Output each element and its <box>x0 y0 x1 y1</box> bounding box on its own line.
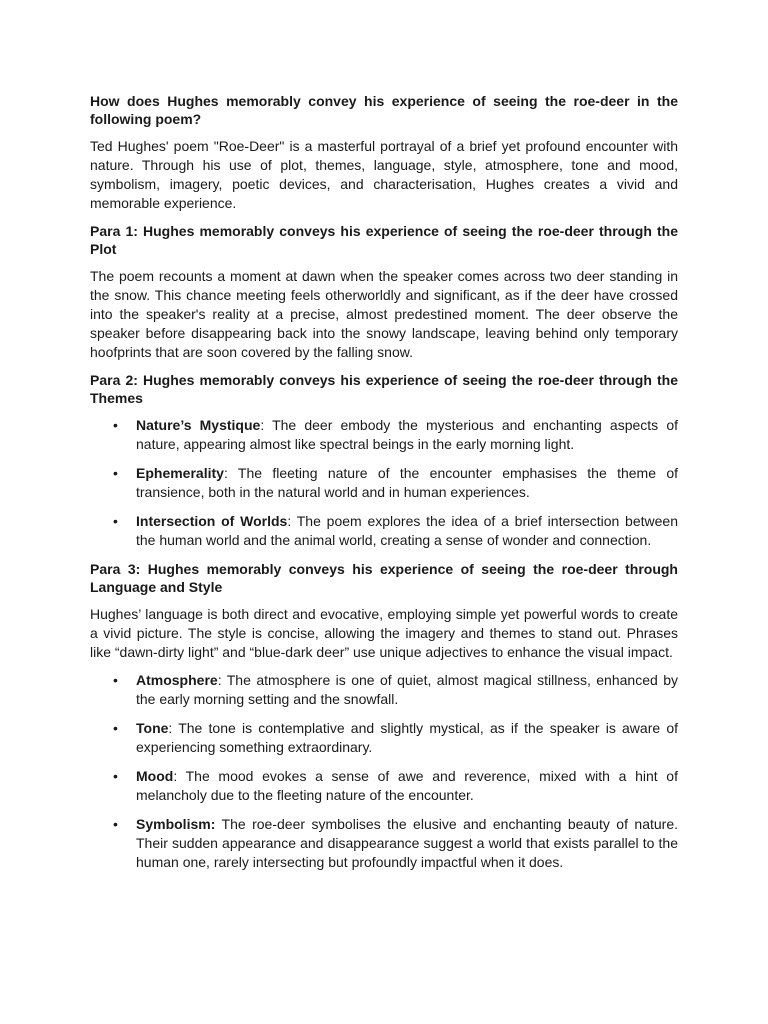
para3-heading: Para 3: Hughes memorably conveys his experience of seeing the roe-deer through Language and Style <box>90 561 678 595</box>
bullet-term: Intersection of Worlds <box>136 513 288 529</box>
bullet-icon: • <box>113 768 118 784</box>
bullet-term: Atmosphere <box>136 672 218 688</box>
style-list <box>90 671 678 872</box>
bullet-icon: • <box>113 816 118 832</box>
list-item <box>90 512 678 550</box>
list-item <box>90 815 678 872</box>
bullet-text: : The poem explores the idea of a brief intersection between the human world and the animal world, creating a sense of wonder and connection. <box>136 513 678 548</box>
bullet-text: : The deer embody the mysterious and enchanting aspects of nature, appearing almost like spectral beings in the early morning light. <box>136 417 678 452</box>
bullet-icon: • <box>113 672 118 688</box>
bullet-term: Nature’s Mystique <box>136 417 261 433</box>
themes-list <box>90 416 678 550</box>
bullet-icon: • <box>113 720 118 736</box>
list-item <box>90 416 678 454</box>
bullet-text: : The tone is contemplative and slightly mystical, as if the speaker is aware of experiencing something extraordinary. <box>136 720 678 755</box>
bullet-term: Symbolism: <box>136 816 216 832</box>
question-heading: How does Hughes memorably convey his experience of seeing the roe-deer in the following poem? <box>90 93 678 127</box>
para1-body: The poem recounts a moment at dawn when the speaker comes across two deer standing in the snow. This chance meeting feels otherworldly and significant, as if the deer have crossed into the speaker's reality at a precise, almost predestined moment. The deer observe the speaker before disappearing back into the snowy landscape, leaving behind only temporary hoofprints that are soon covered by the falling snow. <box>90 268 678 360</box>
intro-paragraph: Ted Hughes' poem "Roe-Deer" is a masterful portrayal of a brief yet profound encounter with nature. Through his use of plot, themes, language, style, atmosphere, tone and mood, symbolism, imagery, poetic devices, and characterisation, Hughes creates a vivid and memorable experience. <box>90 138 678 211</box>
bullet-icon: • <box>113 513 118 529</box>
para3-body: Hughes’ language is both direct and evocative, employing simple yet powerful words to create a vivid picture. The style is concise, allowing the imagery and themes to stand out. Phrases like “dawn-dirty light” and “blue-dark deer” use unique adjectives to enhance the visual impact. <box>90 606 678 660</box>
bullet-term: Ephemerality <box>136 465 224 481</box>
para2-heading: Para 2: Hughes memorably conveys his experience of seeing the roe-deer through the Themes <box>90 372 678 406</box>
bullet-icon: • <box>113 417 118 433</box>
bullet-text: : The mood evokes a sense of awe and reverence, mixed with a hint of melancholy due to the fleeting nature of the encounter. <box>136 768 678 803</box>
list-item <box>90 719 678 757</box>
bullet-icon: • <box>113 465 118 481</box>
list-item <box>90 671 678 709</box>
bullet-text: : The fleeting nature of the encounter emphasises the theme of transience, both in the natural world and in human experiences. <box>136 465 678 500</box>
list-item <box>90 464 678 502</box>
para1-heading: Para 1: Hughes memorably conveys his experience of seeing the roe-deer through the Plot <box>90 223 678 257</box>
bullet-text: : The atmosphere is one of quiet, almost magical stillness, enhanced by the early morning setting and the snowfall. <box>136 672 678 707</box>
bullet-text: The roe-deer symbolises the elusive and enchanting beauty of nature. Their sudden appearance and disappearance suggest a world that exists parallel to the human one, rarely intersecting but profoundly impactful when it does. <box>136 816 678 870</box>
bullet-term: Mood <box>136 768 174 784</box>
bullet-term: Tone <box>136 720 169 736</box>
list-item <box>90 767 678 805</box>
